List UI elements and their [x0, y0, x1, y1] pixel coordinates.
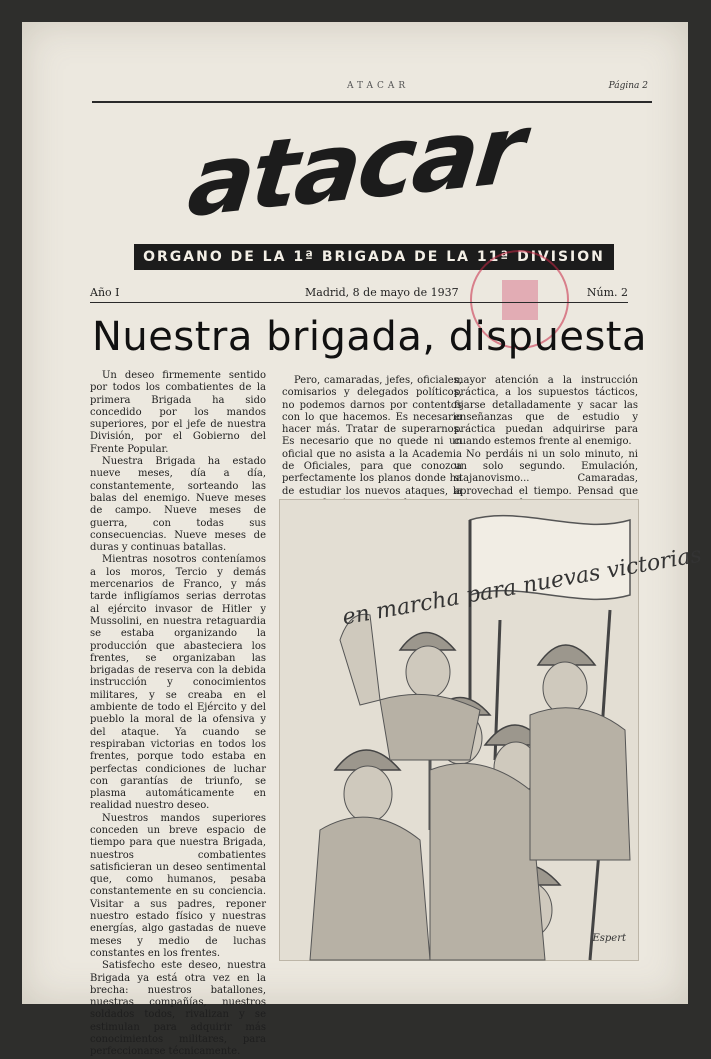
paragraph: Satisfecho este deseo, nuestra Brigada ya está otra vez en la brecha: nuestros batallones, nuestras compañías, nuestros soldados todos, rivalizan y se estimulan para adquirir más conocimientos militares, para perfeccionarse técnicamente.: [90, 960, 266, 1058]
masthead-subtitle: ORGANO DE LA 1ª BRIGADA DE LA 11ª DIVISION: [134, 244, 614, 270]
masthead-title: atacar: [183, 93, 528, 239]
paragraph: Mientras nosotros conteníamos a los moros, Tercio y demás mercenarios de Franco, y más tarde infligíamos serias derrotas al ejército invasor de Hitler y Mussolini, en nuestra retaguardia se estaba organizando la producción que abasteciera los frentes, se organizaban las brigadas de reserva con la debida instrucción y conocimientos militares, y se creaba en el ambiente de todo el Ejército y del pueblo la moral de la ofensiva y del ataque. Ya cuando se respiraban victorias en todos los frentes, porque todo estaba en perfectas condiciones de luchar con garantías de triunfo, se plasma automáticamente en realidad nuestro deseo.: [90, 554, 266, 812]
paragraph: Nuestra Brigada ha estado nueve meses, día a día, constantemente, sorteando las balas del enemigo. Nueve meses de campo. Nueve meses de guerra, con todas sus consecuencias. Nueve meses de duras y continuas batallas.: [90, 456, 266, 554]
issue-date: Madrid, 8 de mayo de 1937: [305, 286, 459, 299]
page-number-label: Página 2: [608, 81, 648, 91]
paragraph: No perdáis ni un solo minuto, ni un solo segundo. Emulación, stajanovismo... Camaradas, aprovechad el tiempo. Pensad que: [454, 448, 638, 497]
dateline: [90, 282, 628, 303]
article-headline: Nuestra brigada, dispuesta: [92, 314, 647, 360]
year-label: Año I: [90, 286, 120, 299]
paragraph: Nuestros mandos superiores conceden un breve espacio de tiempo para que nuestra Brigada, nuestros combatientes satisficieran un deseo sentimental que, como humanos, pesaba constantemente en su conciencia. Visitar a sus padres, reponer nuestro estado físico y nuestras energías, algo gastadas de nueve meses y medio de luchas constantes en los frentes.: [90, 812, 266, 959]
paragraph: Un deseo firmemente sentido por todos los combatientes de la primera Brigada ha sido concedido por los mandos superiores, por el jefe de nuestra División, por el Gobierno del Frente Popular.: [90, 370, 266, 455]
running-head-title: ATACAR: [347, 81, 410, 91]
paragraph: mayor atención a la instrucción práctica, a los supuestos tácticos, fijarse detalladamente y sacar las enseñanzas que de estudio y práctica puedan adquirirse para cuando estemos frente al enemigo.: [454, 375, 638, 448]
paragraph: Pero, camaradas, jefes, oficiales, comisarios y delegados políticos, no podemos darnos por contentos con lo que hacemos. Es necesario hacer más. Tratar de superarnos. Es necesario que no quede ni un oficial que no asista a la Academia de Oficiales, para que conozca perfectamente los planos donde ha de estudiar los nuevos ataques, la: [282, 375, 462, 497]
article-column-3: [454, 375, 638, 510]
illustration-slogan: en marcha para nuevas victorias: [340, 542, 704, 631]
issue-number: Núm. 2: [586, 286, 628, 299]
artist-signature: Espert: [592, 933, 626, 944]
article-column-1: [90, 370, 266, 1059]
soldiers-illustration: [279, 499, 704, 961]
newspaper-page: [22, 22, 704, 1058]
article-column-2: [282, 375, 462, 510]
running-head: [92, 77, 652, 103]
